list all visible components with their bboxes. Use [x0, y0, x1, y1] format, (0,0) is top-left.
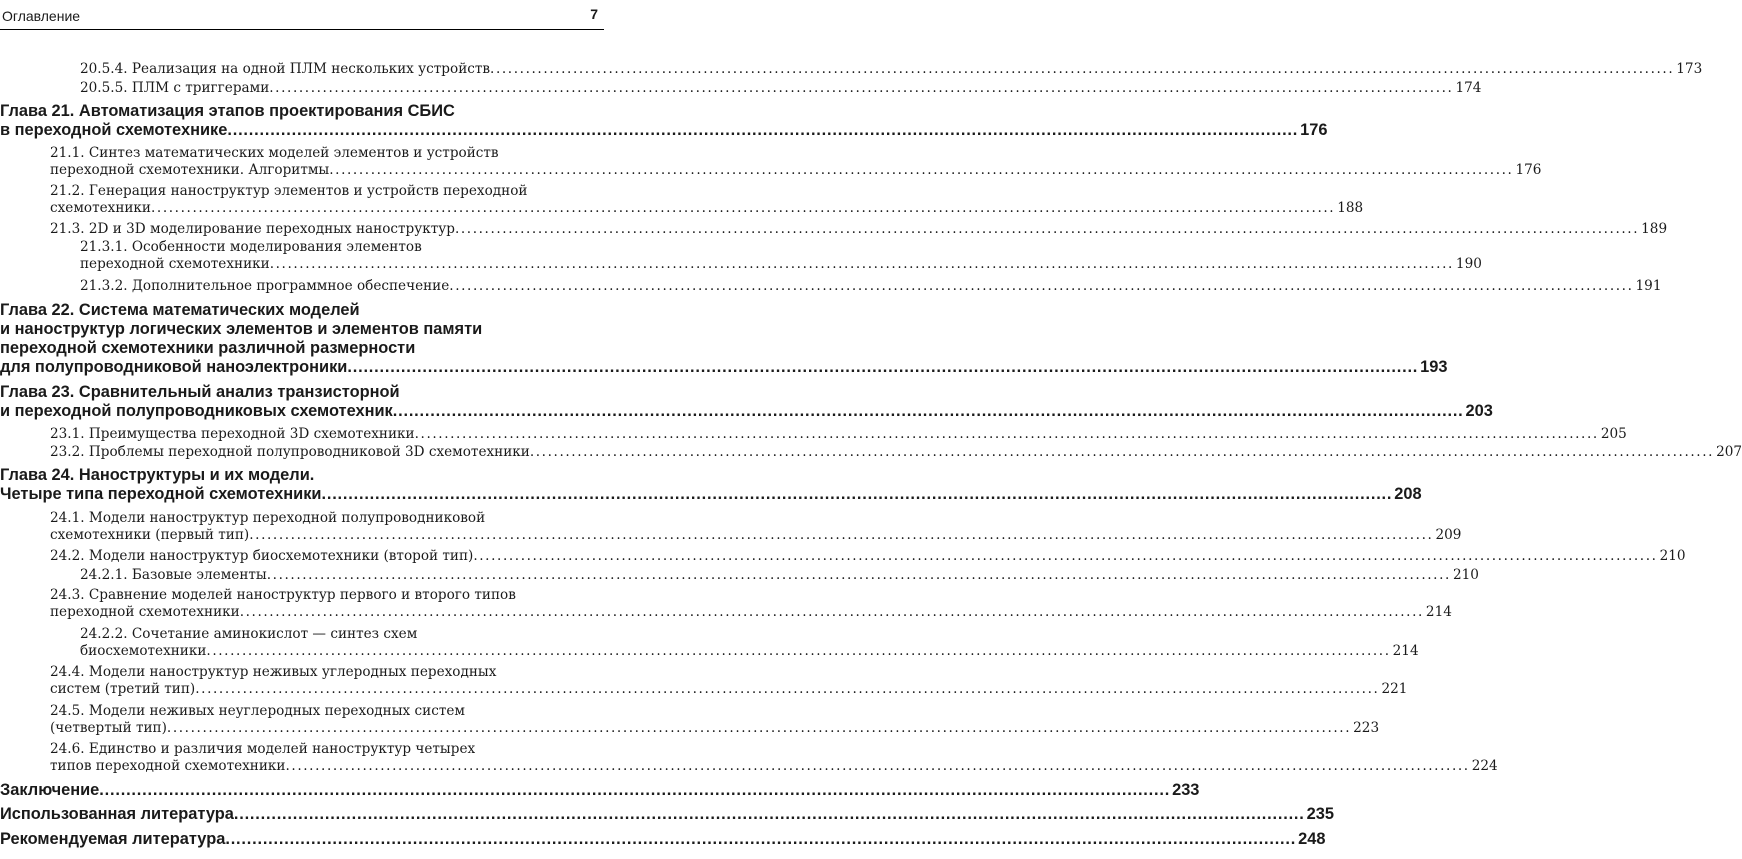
dot-leader: ........................................................................................................................................................................................................ — [195, 681, 1380, 697]
toc-entry-line: (четвертый тип) — [50, 720, 167, 736]
toc-entry-line: типов переходной схемотехники — [50, 758, 286, 774]
toc-entry-line: 24.3. Сравнение моделей наноструктур первого и второго типов — [50, 587, 516, 603]
toc-entry-line: в переходной схемотехнике — [0, 121, 228, 139]
toc-section-entry — [0, 626, 1419, 660]
dot-leader: ........................................................................................................................................................................................................ — [239, 604, 1424, 620]
toc-chapter-entry — [0, 102, 1328, 140]
toc-entry-line: 24.2. Модели наноструктур биосхемотехники (второй тип) — [50, 548, 474, 564]
toc-chapter-entry — [0, 781, 1200, 800]
toc-entry-line: переходной схемотехники — [80, 256, 270, 272]
toc-entry-line: 23.2. Проблемы переходной полупроводниковой 3D схемотехники — [50, 444, 530, 460]
toc-entry-line: 24.1. Модели наноструктур переходной полупроводниковой — [50, 510, 486, 526]
page-number: 7 — [590, 6, 598, 22]
toc-page-number: 235 — [1306, 805, 1335, 823]
dot-leader: ........................................................................................................................................................................................................ — [266, 567, 1451, 583]
toc-page-number: 248 — [1298, 830, 1326, 848]
toc-entry-line: Глава 23. Сравнительный анализ транзисторной — [0, 383, 400, 401]
toc-entry-line: Глава 21. Автоматизация этапов проектирования СБИС — [0, 102, 455, 120]
toc-section-entry — [0, 703, 1380, 737]
dot-leader: ........................................................................................................................................................................................................ — [249, 527, 1434, 543]
toc-section-entry — [0, 548, 1686, 565]
dot-leader: ........................................................................................................................................................................................................ — [321, 485, 1393, 503]
dot-leader: ........................................................................................................................................................................................................ — [347, 358, 1419, 376]
toc-page-number: 233 — [1172, 781, 1200, 799]
toc-entry-line: Глава 24. Наноструктуры и их модели. — [0, 466, 315, 484]
toc-entry-line: 24.6. Единство и различия моделей наноструктур четырех — [50, 741, 476, 757]
toc-section-entry — [0, 239, 1482, 273]
dot-leader: ........................................................................................................................................................................................................ — [285, 758, 1470, 774]
toc-entry-line: и наноструктур логических элементов и элементов памяти — [0, 320, 483, 338]
toc-entry-line: систем (третий тип) — [50, 681, 196, 697]
toc-section-entry — [0, 80, 1482, 97]
toc-page-number: 210 — [1452, 567, 1479, 583]
toc-page-number: 193 — [1420, 358, 1448, 376]
dot-leader: ........................................................................................................................................................................................................ — [414, 426, 1599, 442]
toc-entry-line: и переходной полупроводниковых схемотехник — [0, 402, 393, 420]
toc-entry-line: 20.5.5. ПЛМ с триггерами — [80, 80, 270, 96]
toc-page-number: 176 — [1515, 162, 1542, 178]
toc-entry-line: 24.2.2. Сочетание аминокислот — синтез схем — [80, 626, 418, 642]
running-header-title: Оглавление — [2, 8, 81, 24]
dot-leader: ........................................................................................................................................................................................................ — [225, 830, 1297, 848]
toc-page-number: 176 — [1300, 121, 1328, 139]
toc-section-entry — [0, 221, 1668, 238]
dot-leader: ........................................................................................................................................................................................................ — [473, 548, 1658, 564]
dot-leader: ........................................................................................................................................................................................................ — [392, 402, 1464, 420]
toc-section-entry — [0, 145, 1542, 179]
toc-entry-line: схемотехники (первый тип) — [50, 527, 250, 543]
dot-leader: ........................................................................................................................................................................................................ — [269, 256, 1454, 272]
dot-leader: ........................................................................................................................................................................................................ — [233, 805, 1305, 823]
toc-page-number: 190 — [1455, 256, 1482, 272]
dot-leader: ........................................................................................................................................................................................................ — [151, 200, 1336, 216]
toc-entry-line: Рекомендуемая литература — [0, 830, 226, 848]
toc-section-entry — [0, 587, 1452, 621]
dot-leader: ........................................................................................................................................................................................................ — [99, 781, 1171, 799]
dot-leader: ........................................................................................................................................................................................................ — [454, 221, 1640, 237]
toc-page-number: 214 — [1392, 643, 1419, 659]
toc-section-entry — [0, 61, 1703, 78]
toc-page-number: 203 — [1465, 402, 1493, 420]
toc-page-number: 224 — [1471, 758, 1498, 774]
toc-entry-line: переходной схемотехники — [50, 604, 240, 620]
dot-leader: ........................................................................................................................................................................................................ — [206, 643, 1391, 659]
toc-page-number: 207 — [1716, 444, 1742, 460]
toc-entry-line: 21.3. 2D и 3D моделирование переходных наноструктур — [50, 221, 455, 237]
toc-entry-line: 24.2.1. Базовые элементы — [80, 567, 267, 583]
toc-entry-line: 24.5. Модели неживых неуглеродных переходных систем — [50, 703, 465, 719]
toc-entry-line: 21.1. Синтез математических моделей элементов и устройств — [50, 145, 499, 161]
toc-section-entry — [0, 444, 1742, 461]
toc-entry-line: схемотехники — [50, 200, 151, 216]
dot-leader: ........................................................................................................................................................................................................ — [449, 278, 1634, 294]
toc-entry-line: Глава 22. Система математических моделей — [0, 301, 360, 319]
toc-entry-line: биосхемотехники — [80, 643, 207, 659]
dot-leader: ........................................................................................................................................................................................................ — [227, 121, 1299, 139]
toc-entry-line: 21.3.1. Особенности моделирования элементов — [80, 239, 422, 255]
toc-entry-line: Четыре типа переходной схемотехники — [0, 485, 322, 503]
toc-entry-line: 23.1. Преимущества переходной 3D схемотехники — [50, 426, 415, 442]
toc-page-number: 208 — [1394, 485, 1422, 503]
toc-chapter-entry — [0, 466, 1422, 504]
toc-section-entry — [0, 567, 1479, 584]
toc-section-entry — [0, 426, 1627, 443]
toc-section-entry — [0, 278, 1662, 295]
toc-section-entry — [0, 510, 1462, 544]
toc-page-number: 191 — [1635, 278, 1662, 294]
toc-chapter-entry — [0, 805, 1335, 824]
toc-page-number: 221 — [1381, 681, 1408, 697]
toc-entry-line: 24.4. Модели наноструктур неживых углеродных переходных — [50, 664, 497, 680]
toc-entry-line: Использованная литература — [0, 805, 234, 823]
dot-leader: ........................................................................................................................................................................................................ — [166, 720, 1352, 736]
toc-page-number: 210 — [1659, 548, 1686, 564]
toc-entry-line: 21.2. Генерация наноструктур элементов и устройств переходной — [50, 183, 528, 199]
toc-page-number: 214 — [1425, 604, 1452, 620]
toc-section-entry — [0, 664, 1408, 698]
dot-leader: ........................................................................................................................................................................................................ — [269, 80, 1454, 96]
running-header — [0, 0, 610, 30]
toc-entry-line: Заключение — [0, 781, 100, 799]
toc-page-number: 205 — [1600, 426, 1627, 442]
dot-leader: ........................................................................................................................................................................................................ — [490, 61, 1675, 77]
toc-page-number: 223 — [1353, 720, 1380, 736]
toc-page-number: 188 — [1337, 200, 1364, 216]
dot-leader: ........................................................................................................................................................................................................ — [329, 162, 1514, 178]
toc-entry-line: для полупроводниковой наноэлектроники — [0, 358, 348, 376]
toc-entry-line: 20.5.4. Реализация на одной ПЛМ нескольких устройств — [80, 61, 491, 77]
dot-leader: ........................................................................................................................................................................................................ — [529, 444, 1715, 460]
header-rule — [0, 29, 604, 30]
toc-chapter-entry — [0, 830, 1326, 849]
toc-entry-line: переходной схемотехники различной размерности — [0, 339, 416, 357]
toc-chapter-entry — [0, 383, 1493, 421]
toc-entry-line: переходной схемотехники. Алгоритмы — [50, 162, 330, 178]
toc-page-number: 173 — [1676, 61, 1703, 77]
toc-page-number: 189 — [1641, 221, 1668, 237]
toc-page-number: 174 — [1455, 80, 1482, 96]
toc-entry-line: 21.3.2. Дополнительное программное обеспечение — [80, 278, 450, 294]
toc-chapter-entry — [0, 301, 1448, 377]
toc-section-entry — [0, 183, 1364, 217]
toc-section-entry — [0, 741, 1498, 775]
toc-page-number: 209 — [1435, 527, 1462, 543]
